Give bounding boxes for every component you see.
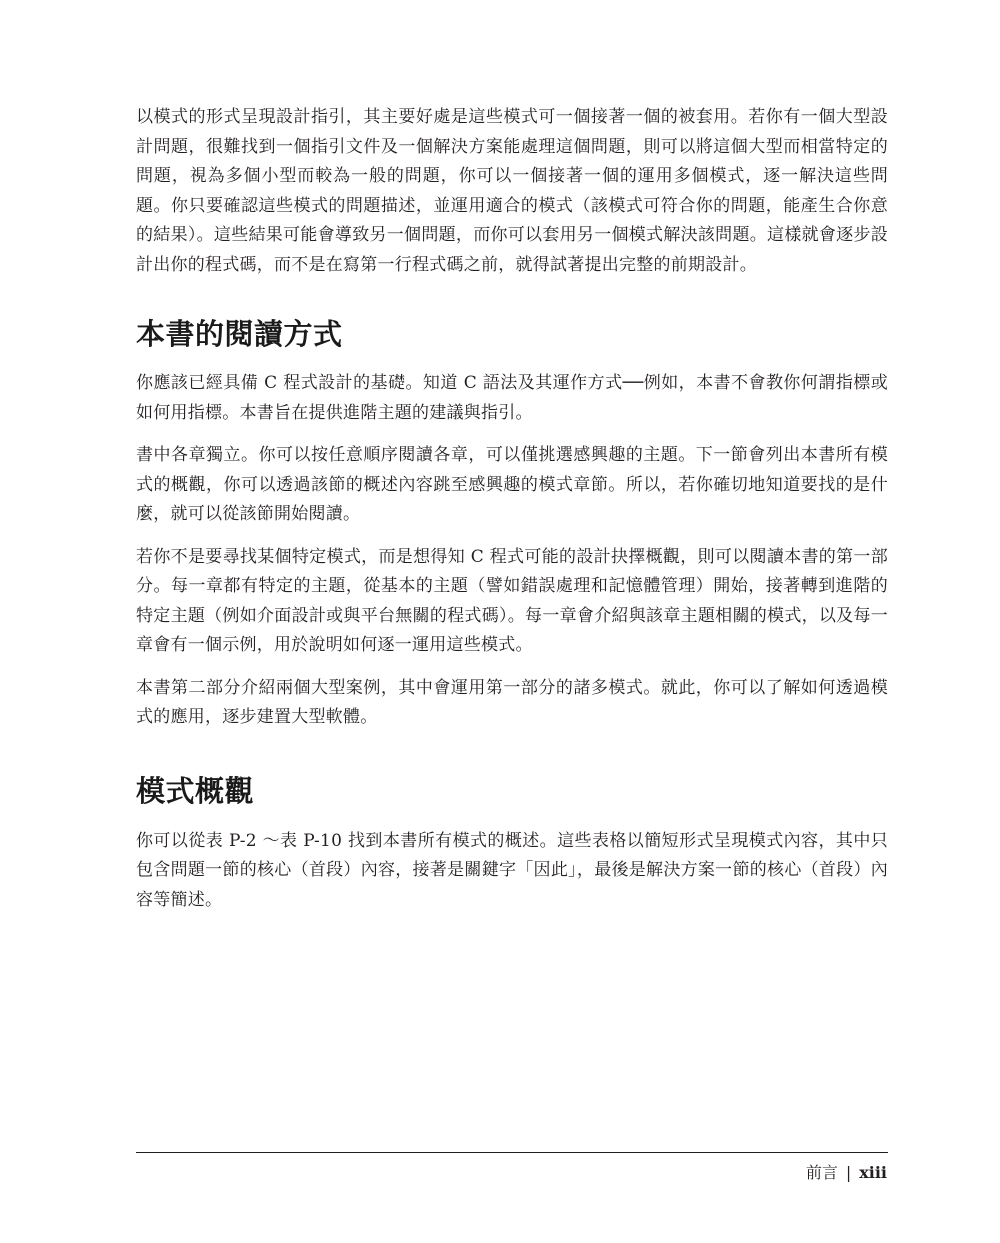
section-title-pattern-overview: 模式概觀 [136, 773, 255, 808]
page-footer [806, 1162, 887, 1184]
reading-paragraph-3: 若你不是要尋找某個特定模式，而是想得知 C 程式可能的設計抉擇概觀，則可以閱讀本書的第一部分。每一章都有特定的主題，從基本的主題（譬如錯誤處理和記憶體管理）開始，接著轉到進階的特定主題（例如介面設計或與平台無關的程式碼）。每一章會介紹與該章主題相關的模式，以及每一章會有一個示例，用於說明如何逐一運用這些模式。 [136, 546, 888, 655]
footer-divider [136, 1152, 888, 1153]
section-title-how-to-read: 本書的閱讀方式 [136, 317, 343, 351]
page-body [136, 103, 888, 928]
intro-paragraph: 以模式的形式呈現設計指引，其主要好處是這些模式可一個接著一個的被套用。若你有一個大型設計問題，很難找到一個指引文件及一個解決方案能處理這個問題，則可以將這個大型而相當特定的問題，視為多個小型而較為一般的問題，你可以一個接著一個的運用多個模式，逐一解決這些問題。你只要確認這些模式的問題描述，並運用適合的模式（該模式可符合你的問題，能產生合你意的結果）。這些結果可能會導致另一個問題，而你可以套用另一個模式解決該問題。這樣就會逐步設計出你的程式碼，而不是在寫第一行程式碼之前，就得試著提出完整的前期設計。 [136, 107, 888, 275]
reading-paragraph-1: 你應該已經具備 C 程式設計的基礎。知道 C 語法及其運作方式──例如，本書不會教你何謂指標或如何用指標。本書旨在提供進階主題的建議與指引。 [136, 373, 888, 423]
reading-paragraph-2: 書中各章獨立。你可以按任意順序閱讀各章，可以僅挑選感興趣的主題。下一節會列出本書所有模式的概觀，你可以透過該節的概述內容跳至感興趣的模式章節。所以，若你確切地知道要找的是什麼，就可以從該節開始閱讀。 [136, 445, 888, 524]
page-number: xiii [859, 1163, 887, 1182]
overview-paragraph: 你可以從表 P-2 ～表 P-10 找到本書所有模式的概述。這些表格以簡短形式呈現模式內容，其中只包含問題一節的核心（首段）內容，接著是關鍵字「因此」，最後是解決方案一節的核心（首段）內容等簡述。 [136, 830, 888, 910]
reading-paragraph-4: 本書第二部分介紹兩個大型案例，其中會運用第一部分的諸多模式。就此，你可以了解如何透過模式的應用，逐步建置大型軟體。 [136, 677, 888, 727]
footer-separator: | [845, 1163, 852, 1182]
footer-section-label: 前言 [805, 1163, 838, 1182]
